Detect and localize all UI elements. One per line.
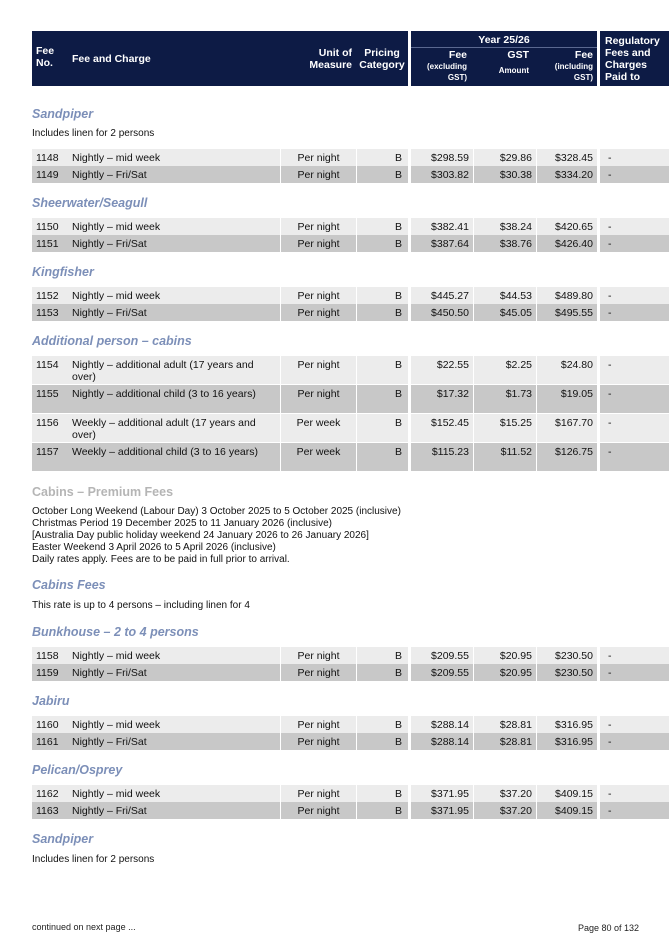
cell-gst: $38.24 [474, 218, 536, 235]
cell-reg: - [600, 414, 669, 442]
header-fee-excl-title: Fee [448, 49, 467, 61]
cell-ex: $371.95 [411, 785, 473, 802]
cell-pc: B [357, 235, 408, 252]
cell-uom: Per week [281, 414, 356, 442]
header-gst-title: GST [507, 49, 529, 61]
cell-reg: - [600, 385, 669, 413]
cell-desc: Nightly – additional child (3 to 16 years) [66, 385, 280, 413]
cell-uom: Per night [281, 287, 356, 304]
cell-reg: - [600, 443, 669, 471]
header-fee-no: Fee No. [32, 31, 66, 86]
cell-reg: - [600, 647, 669, 664]
cell-ex: $371.95 [411, 802, 473, 819]
cell-pc: B [357, 733, 408, 750]
section-title-additional-person: Additional person – cabins [32, 334, 192, 348]
cell-desc: Weekly – additional child (3 to 16 years) [66, 443, 280, 471]
header-fee-incl-title: Fee [574, 49, 593, 61]
header-gst-sub: Amount [498, 66, 529, 75]
cell-gst: $20.95 [474, 647, 536, 664]
table-row [32, 218, 669, 235]
cell-reg: - [600, 785, 669, 802]
cell-pc: B [357, 443, 408, 471]
cell-pc: B [357, 664, 408, 681]
header-fee-excl [411, 49, 467, 83]
cell-ex: $382.41 [411, 218, 473, 235]
premium-fees-text [32, 506, 401, 566]
cell-reg: - [600, 166, 669, 183]
cell-no: 1150 [32, 218, 66, 235]
cell-inc: $316.95 [537, 733, 597, 750]
cell-inc: $230.50 [537, 647, 597, 664]
cell-no: 1148 [32, 149, 66, 166]
cell-uom: Per night [281, 664, 356, 681]
section-title-kingfisher: Kingfisher [32, 265, 94, 279]
cell-desc: Nightly – mid week [66, 149, 280, 166]
cell-no: 1163 [32, 802, 66, 819]
cell-gst: $38.76 [474, 235, 536, 252]
cell-desc: Nightly – mid week [66, 716, 280, 733]
cell-no: 1155 [32, 385, 66, 413]
cell-inc: $316.95 [537, 716, 597, 733]
cell-uom: Per night [281, 166, 356, 183]
cell-no: 1159 [32, 664, 66, 681]
cell-desc: Nightly – additional adult (17 years and over) [66, 356, 280, 384]
cell-reg: - [600, 802, 669, 819]
table-row [32, 716, 669, 733]
cell-ex: $152.45 [411, 414, 473, 442]
header-fee-excl-sub: (excluding GST) [426, 62, 467, 82]
cell-desc: Nightly – mid week [66, 647, 280, 664]
cell-reg: - [600, 149, 669, 166]
cell-inc: $328.45 [537, 149, 597, 166]
table-row [32, 149, 669, 166]
cell-gst: $15.25 [474, 414, 536, 442]
section-title-sandpiper: Sandpiper [32, 107, 94, 121]
cell-uom: Per night [281, 785, 356, 802]
cell-no: 1158 [32, 647, 66, 664]
cell-pc: B [357, 287, 408, 304]
cell-pc: B [357, 785, 408, 802]
cell-reg: - [600, 218, 669, 235]
section-note-sandpiper: Includes linen for 2 persons [32, 128, 155, 139]
cell-reg: - [600, 716, 669, 733]
cell-ex: $17.32 [411, 385, 473, 413]
cell-pc: B [357, 385, 408, 413]
table-row [32, 733, 669, 750]
section-title-jabiru: Jabiru [32, 694, 70, 708]
table-row [32, 785, 669, 802]
premium-line: Daily rates apply. Fees are to be paid in full prior to arrival. [32, 554, 290, 565]
cell-desc: Nightly – mid week [66, 785, 280, 802]
cell-pc: B [357, 802, 408, 819]
table-header [32, 31, 669, 86]
header-pricing-category: Pricing Category [356, 31, 408, 86]
table-row [32, 414, 669, 442]
cell-ex: $22.55 [411, 356, 473, 384]
table-row [32, 166, 669, 183]
cell-gst: $37.20 [474, 785, 536, 802]
header-fee-and-charge: Fee and Charge [66, 31, 280, 86]
cell-no: 1156 [32, 414, 66, 442]
cell-inc: $409.15 [537, 802, 597, 819]
cell-desc: Nightly – mid week [66, 287, 280, 304]
cell-uom: Per night [281, 733, 356, 750]
cell-gst: $37.20 [474, 802, 536, 819]
footer-page-number: Page 80 of 132 [578, 923, 640, 933]
cell-inc: $409.15 [537, 785, 597, 802]
table-row [32, 304, 669, 321]
section-title-bunkhouse: Bunkhouse – 2 to 4 persons [32, 625, 199, 639]
cell-no: 1154 [32, 356, 66, 384]
cell-reg: - [600, 733, 669, 750]
header-fee-incl-sub: (including GST) [554, 62, 593, 82]
header-fee-incl [537, 49, 593, 83]
cell-uom: Per night [281, 356, 356, 384]
cell-gst: $30.38 [474, 166, 536, 183]
table-row [32, 664, 669, 681]
header-year-group [411, 31, 597, 86]
cell-reg: - [600, 287, 669, 304]
table-row [32, 647, 669, 664]
header-year: Year 25/26 [478, 34, 530, 46]
premium-line: [Australia Day public holiday weekend 24 January 2026 to 26 January 2026] [32, 530, 369, 541]
cell-ex: $298.59 [411, 149, 473, 166]
cell-gst: $45.05 [474, 304, 536, 321]
header-regulatory: Regulatory Fees and Charges Paid to [600, 31, 669, 86]
cell-inc: $334.20 [537, 166, 597, 183]
cell-gst: $44.53 [474, 287, 536, 304]
cell-pc: B [357, 716, 408, 733]
cell-inc: $126.75 [537, 443, 597, 471]
cell-uom: Per night [281, 385, 356, 413]
cell-inc: $19.05 [537, 385, 597, 413]
header-unit-of-measure: Unit of Measure [280, 31, 356, 86]
cell-inc: $426.40 [537, 235, 597, 252]
cell-inc: $167.70 [537, 414, 597, 442]
cell-pc: B [357, 414, 408, 442]
cell-uom: Per night [281, 218, 356, 235]
cell-ex: $209.55 [411, 664, 473, 681]
cell-desc: Nightly – Fri/Sat [66, 733, 280, 750]
cell-gst: $2.25 [474, 356, 536, 384]
cell-inc: $420.65 [537, 218, 597, 235]
cell-ex: $209.55 [411, 647, 473, 664]
cell-reg: - [600, 664, 669, 681]
cell-desc: Nightly – mid week [66, 218, 280, 235]
cell-reg: - [600, 304, 669, 321]
cell-uom: Per night [281, 235, 356, 252]
section-title-cabins-fees: Cabins Fees [32, 578, 106, 592]
premium-line: Christmas Period 19 December 2025 to 11 January 2026 (inclusive) [32, 518, 332, 529]
cell-reg: - [600, 356, 669, 384]
cell-desc: Nightly – Fri/Sat [66, 802, 280, 819]
cell-ex: $288.14 [411, 733, 473, 750]
table-row [32, 287, 669, 304]
section-note-sandpiper-2: Includes linen for 2 persons [32, 854, 155, 865]
cell-desc: Nightly – Fri/Sat [66, 166, 280, 183]
cell-gst: $1.73 [474, 385, 536, 413]
cell-inc: $489.80 [537, 287, 597, 304]
cell-no: 1160 [32, 716, 66, 733]
cell-ex: $288.14 [411, 716, 473, 733]
cell-ex: $115.23 [411, 443, 473, 471]
cell-no: 1152 [32, 287, 66, 304]
section-title-pelican: Pelican/Osprey [32, 763, 123, 777]
section-title-premium-fees: Cabins – Premium Fees [32, 485, 174, 499]
cell-pc: B [357, 166, 408, 183]
cell-pc: B [357, 647, 408, 664]
cell-ex: $445.27 [411, 287, 473, 304]
premium-line: Easter Weekend 3 April 2026 to 5 April 2026 (inclusive) [32, 542, 276, 553]
cell-no: 1157 [32, 443, 66, 471]
cell-pc: B [357, 218, 408, 235]
cell-uom: Per night [281, 149, 356, 166]
cell-ex: $387.64 [411, 235, 473, 252]
footer-continued: continued on next page ... [32, 922, 136, 932]
section-title-sandpiper-2: Sandpiper [32, 832, 94, 846]
cell-no: 1162 [32, 785, 66, 802]
cell-no: 1161 [32, 733, 66, 750]
header-gst [473, 49, 529, 76]
cell-desc: Nightly – Fri/Sat [66, 664, 280, 681]
table-row [32, 356, 669, 384]
cell-uom: Per night [281, 716, 356, 733]
cell-gst: $29.86 [474, 149, 536, 166]
table-row [32, 802, 669, 819]
section-title-sheerwater: Sheerwater/Seagull [32, 196, 148, 210]
cell-uom: Per week [281, 443, 356, 471]
cell-no: 1153 [32, 304, 66, 321]
cell-uom: Per night [281, 304, 356, 321]
cell-inc: $24.80 [537, 356, 597, 384]
table-row [32, 443, 669, 471]
cell-uom: Per night [281, 802, 356, 819]
cell-gst: $20.95 [474, 664, 536, 681]
table-row [32, 235, 669, 252]
header-divider [411, 47, 597, 48]
cell-gst: $28.81 [474, 733, 536, 750]
cell-desc: Nightly – Fri/Sat [66, 235, 280, 252]
cell-no: 1151 [32, 235, 66, 252]
cell-inc: $495.55 [537, 304, 597, 321]
cell-gst: $11.52 [474, 443, 536, 471]
section-note-cabins-fees: This rate is up to 4 persons – including linen for 4 [32, 600, 250, 611]
cell-inc: $230.50 [537, 664, 597, 681]
cell-desc: Nightly – Fri/Sat [66, 304, 280, 321]
cell-pc: B [357, 304, 408, 321]
cell-reg: - [600, 235, 669, 252]
cell-ex: $450.50 [411, 304, 473, 321]
cell-gst: $28.81 [474, 716, 536, 733]
cell-uom: Per night [281, 647, 356, 664]
cell-pc: B [357, 149, 408, 166]
premium-line: October Long Weekend (Labour Day) 3 October 2025 to 5 October 2025 (inclusive) [32, 506, 401, 517]
cell-ex: $303.82 [411, 166, 473, 183]
table-row [32, 385, 669, 413]
cell-pc: B [357, 356, 408, 384]
cell-no: 1149 [32, 166, 66, 183]
cell-desc: Weekly – additional adult (17 years and over) [66, 414, 280, 442]
